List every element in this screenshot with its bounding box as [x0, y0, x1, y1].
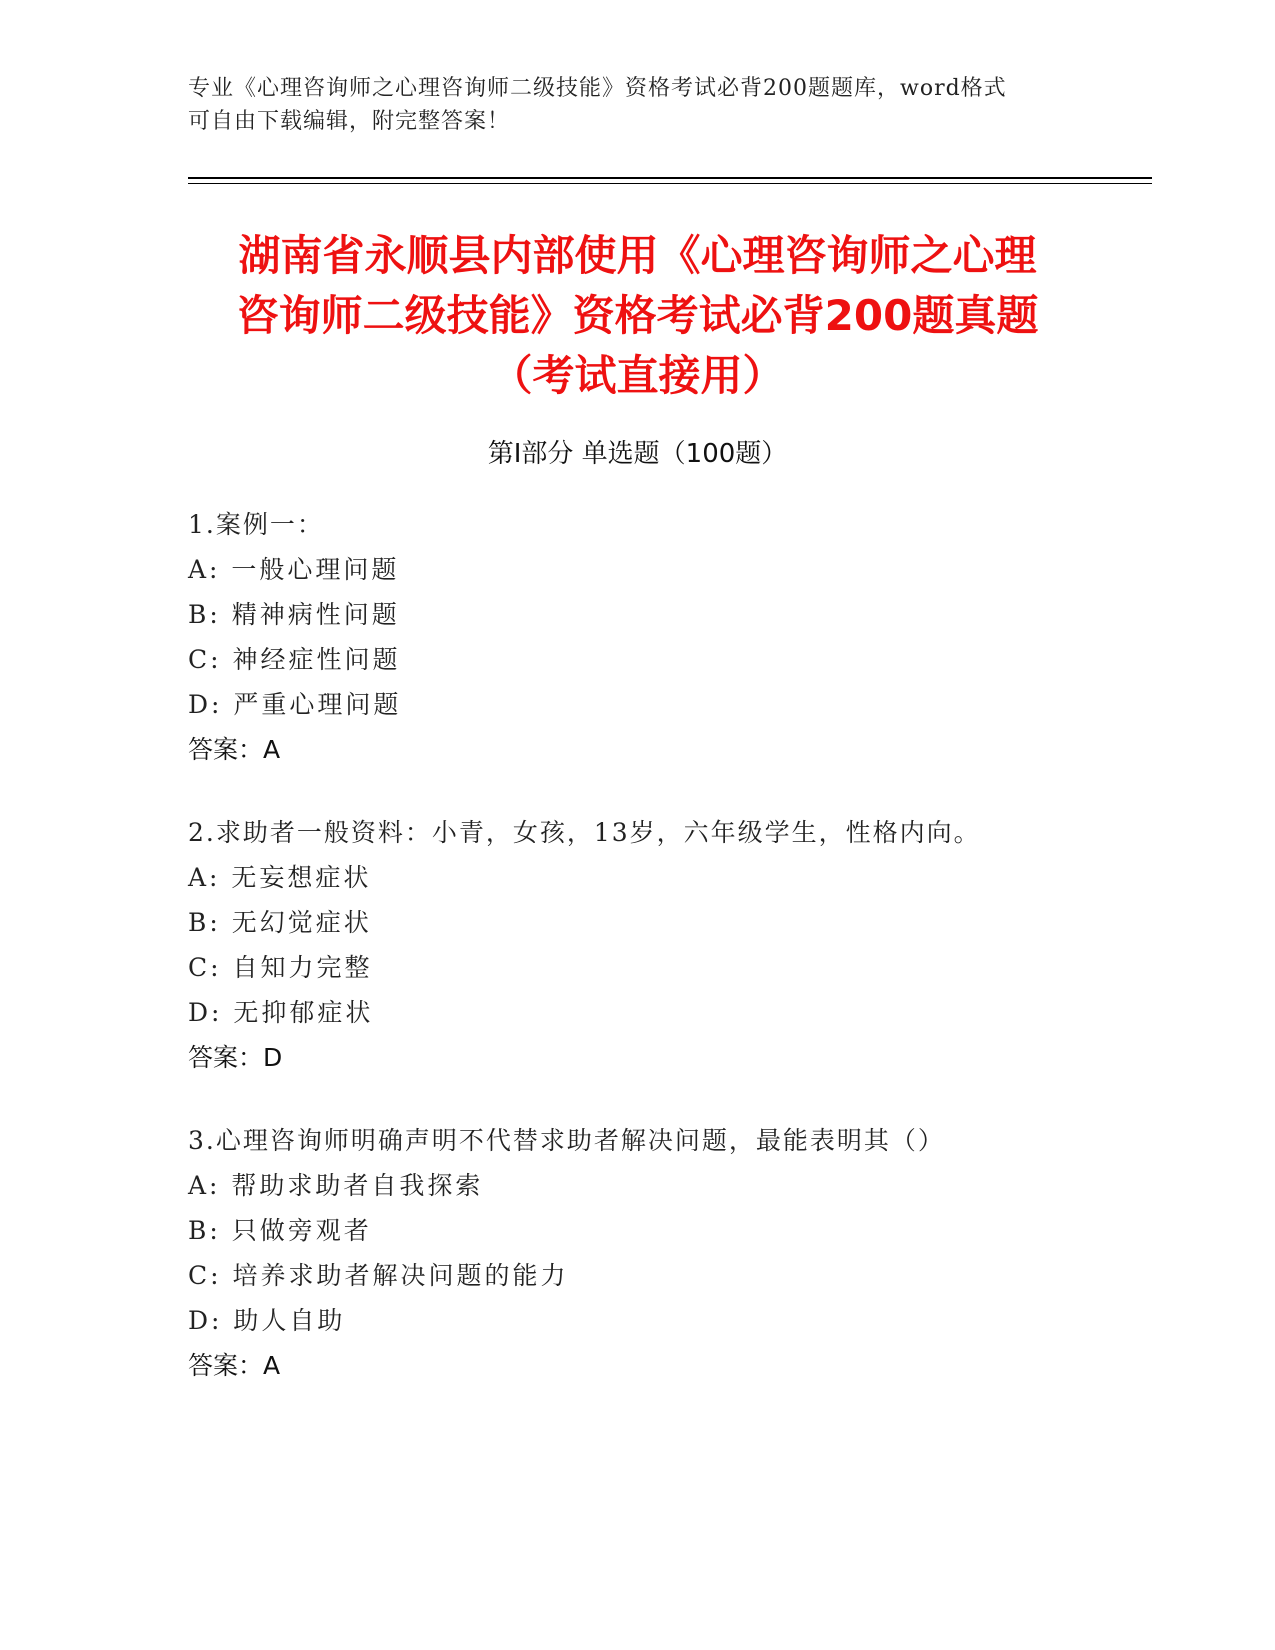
question-2 — [188, 810, 1148, 1080]
option-a: A: 无妄想症状 — [188, 863, 372, 892]
option-d: D: 助人自助 — [188, 1306, 346, 1335]
question-stem: 1.案例一： — [188, 510, 324, 539]
option-a: A: 帮助求助者自我探索 — [188, 1171, 484, 1200]
title-line-2: 咨询师二级技能》资格考试必背200题真题 — [236, 291, 1039, 340]
header-divider-thick — [188, 177, 1152, 179]
option-b: B: 无幻觉症状 — [188, 908, 372, 937]
header-divider-thin — [188, 183, 1152, 184]
header-note-line-1: 专业《心理咨询师之心理咨询师二级技能》资格考试必背200题题库，word格式 — [188, 76, 1007, 101]
option-d: D: 无抑郁症状 — [188, 998, 374, 1027]
answer-line: 答案：A — [188, 735, 281, 764]
question-stem: 3.心理咨询师明确声明不代替求助者解决问题，最能表明其（） — [188, 1126, 945, 1155]
question-3 — [188, 1118, 1148, 1388]
option-b: B: 只做旁观者 — [188, 1216, 372, 1245]
option-c: C: 培养求助者解决问题的能力 — [188, 1261, 569, 1290]
section-heading: 第Ⅰ部分 单选题（100题） — [487, 439, 788, 469]
option-d: D: 严重心理问题 — [188, 690, 402, 719]
option-b: B: 精神病性问题 — [188, 600, 400, 629]
option-a: A: 一般心理问题 — [188, 555, 400, 584]
title-line-1: 湖南省永顺县内部使用《心理咨询师之心理 — [238, 231, 1037, 280]
option-c: C: 自知力完整 — [188, 953, 373, 982]
answer-line: 答案：D — [188, 1043, 283, 1072]
header-note-line-2: 可自由下载编辑，附完整答案！ — [188, 109, 511, 134]
document-header-note — [188, 72, 1088, 138]
question-stem: 2.求助者一般资料：小青，女孩，13岁，六年级学生，性格内向。 — [188, 818, 981, 847]
answer-line: 答案：A — [188, 1351, 281, 1380]
document-title — [120, 226, 1155, 406]
title-line-3: （考试直接用） — [490, 351, 785, 400]
option-c: C: 神经症性问题 — [188, 645, 401, 674]
question-1 — [188, 502, 1148, 772]
